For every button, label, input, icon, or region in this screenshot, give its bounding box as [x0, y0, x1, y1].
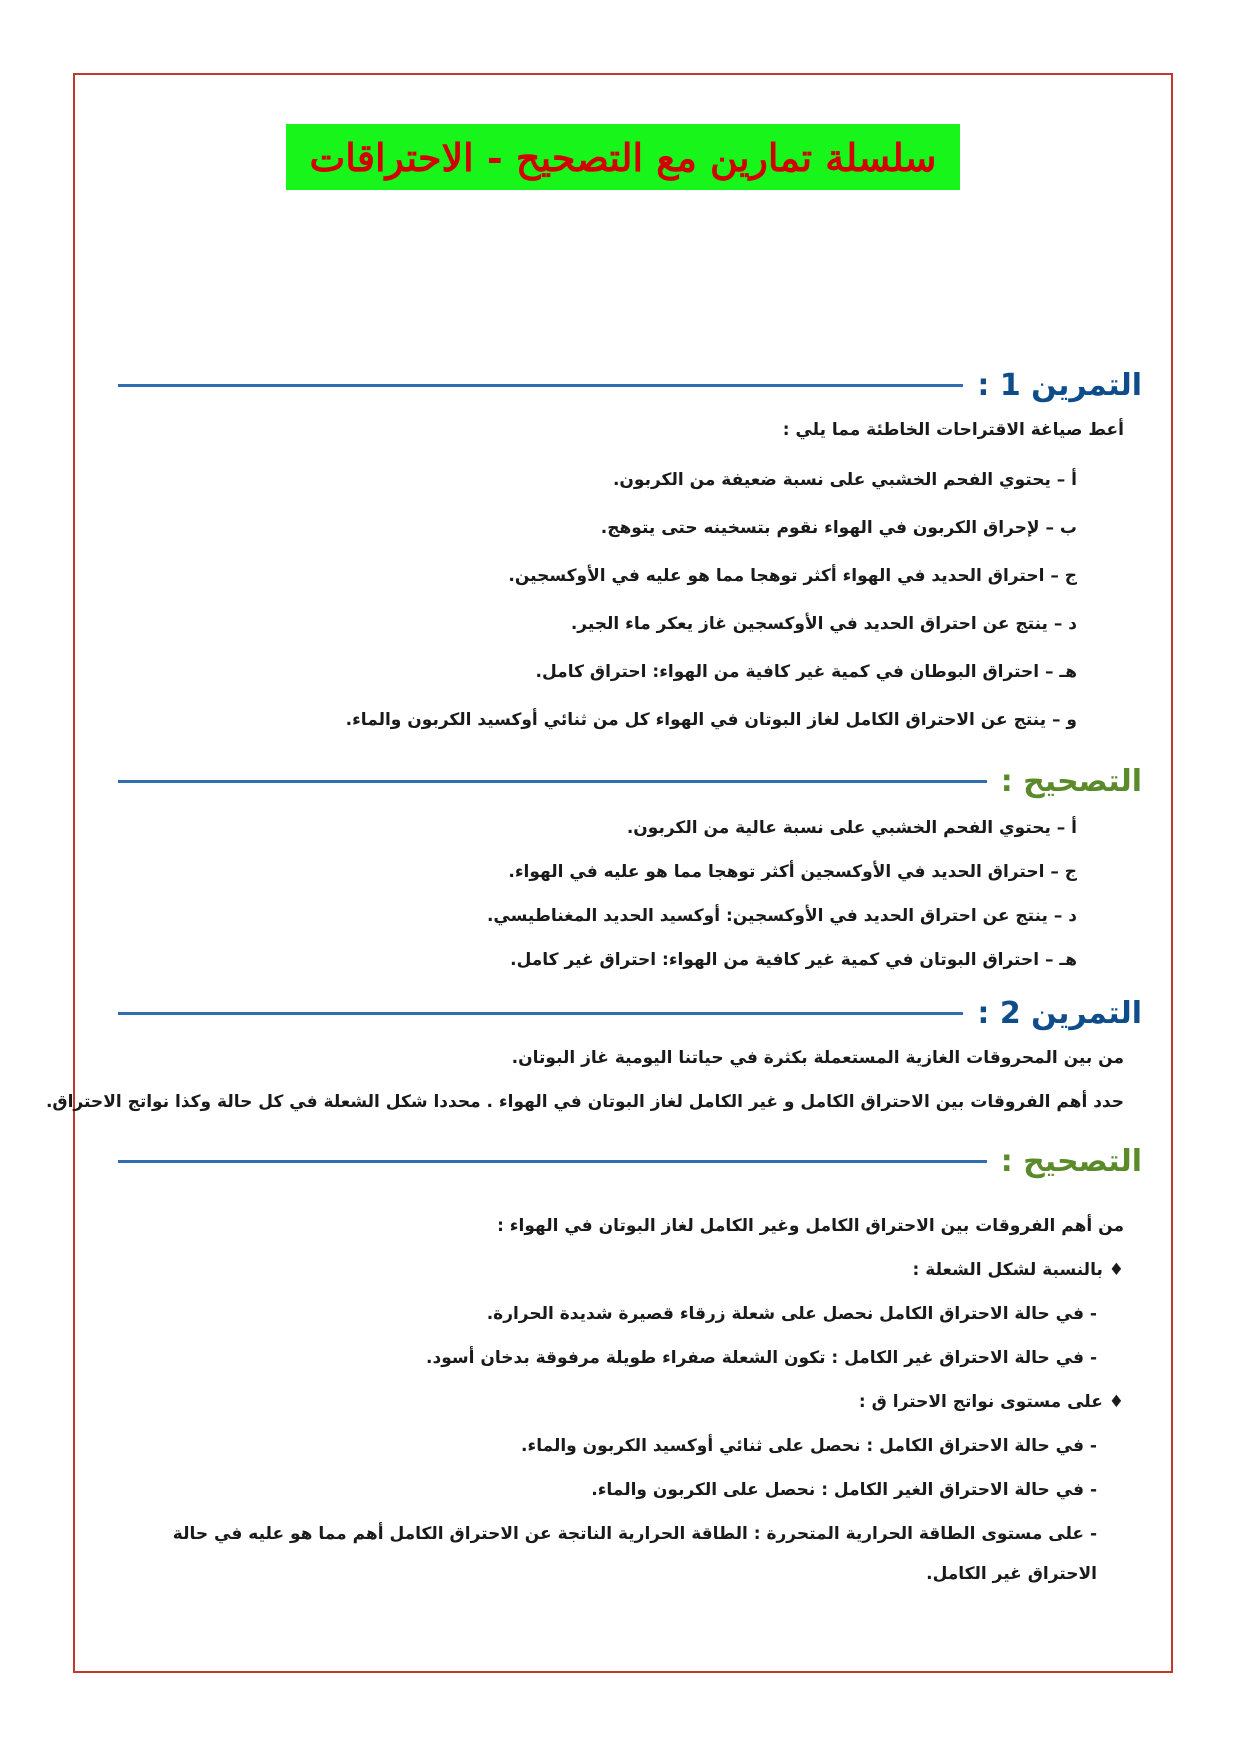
correction2-heading-text: التصحيح : [1000, 1143, 1142, 1179]
exercise2-heading [118, 990, 1142, 1036]
exercise2-heading-text: التمرين 2 : [977, 995, 1142, 1031]
products-item: - في حالة الاحتراق الكامل : نحصل على ثنائي أوكسيد الكربون والماء. [521, 1436, 1097, 1456]
exercise2-line: حدد أهم الفروقات بين الاحتراق الكامل و غير الكامل لغاز البوتان في الهواء . محددا شكل الشعلة في كل حالة وكذا نواتج الاحتراق. [45, 1092, 1124, 1112]
flame-item: - في حالة الاحتراق غير الكامل : تكون الشعلة صفراء طويلة مرفوقة بدخان أسود. [426, 1348, 1097, 1368]
correction1-heading [118, 758, 1142, 804]
exercise1-item: هـ – احتراق البوطان في كمية غير كافية من الهواء: احتراق كامل. [535, 662, 1077, 682]
energy-item: - على مستوى الطاقة الحرارية المتحررة : الطاقة الحرارية الناتجة عن الاحتراق الكامل أهم مما هو عليه في حالة الاحتراق غير الكامل. [172, 1524, 1097, 1584]
flame-header: ♦ بالنسبة لشكل الشعلة : [912, 1260, 1124, 1280]
correction2-intro: من أهم الفروقات بين الاحتراق الكامل وغير الكامل لغاز البوتان في الهواء : [497, 1216, 1124, 1236]
heading-divider [118, 1160, 987, 1163]
exercise1-item: ج – احتراق الحديد في الهواء أكثر توهجا مما هو عليه في الأوكسجين. [508, 566, 1077, 586]
correction2-heading [118, 1138, 1142, 1184]
heading-divider [118, 384, 963, 387]
correction1-item: أ – يحتوي الفحم الخشبي على نسبة عالية من الكربون. [626, 818, 1077, 838]
exercise1-item: أ – يحتوي الفحم الخشبي على نسبة ضعيفة من الكربون. [612, 470, 1077, 490]
exercise1-item: ب – لإحراق الكربون في الهواء نقوم بتسخينه حتى يتوهج. [600, 518, 1077, 538]
page-title: سلسلة تمارين مع التصحيح - الاحتراقات [309, 134, 937, 180]
exercise1-heading-text: التمرين 1 : [977, 367, 1142, 403]
exercise1-instruction: أعط صياغة الاقتراحات الخاطئة مما يلي : [782, 420, 1124, 440]
flame-item: - في حالة الاحتراق الكامل نحصل على شعلة زرقاء قصيرة شديدة الحرارة. [486, 1304, 1097, 1324]
exercise1-item: د – ينتج عن احتراق الحديد في الأوكسجين غاز يعكر ماء الجير. [570, 614, 1077, 634]
products-header: ♦ على مستوى نواتج الاحترا ق : [858, 1392, 1124, 1412]
correction1-item: د – ينتج عن احتراق الحديد في الأوكسجين: أوكسيد الحديد المغناطيسي. [486, 906, 1077, 926]
correction1-item: ج – احتراق الحديد في الأوكسجين أكثر توهجا مما هو عليه في الهواء. [508, 862, 1077, 882]
exercise2-line: من بين المحروقات الغازية المستعملة بكثرة في حياتنا اليومية غاز البوتان. [511, 1048, 1124, 1068]
products-item: - في حالة الاحتراق الغير الكامل : نحصل على الكربون والماء. [591, 1480, 1097, 1500]
title-banner [286, 124, 960, 190]
correction1-item: هـ – احتراق البوتان في كمية غير كافية من الهواء: احتراق غير كامل. [510, 950, 1077, 970]
heading-divider [118, 1012, 963, 1015]
exercise1-heading [118, 362, 1142, 408]
correction1-heading-text: التصحيح : [1000, 763, 1142, 799]
exercise1-item: و – ينتج عن الاحتراق الكامل لغاز البوتان في الهواء كل من ثنائي أوكسيد الكربون والماء. [345, 710, 1077, 730]
heading-divider [118, 780, 987, 783]
